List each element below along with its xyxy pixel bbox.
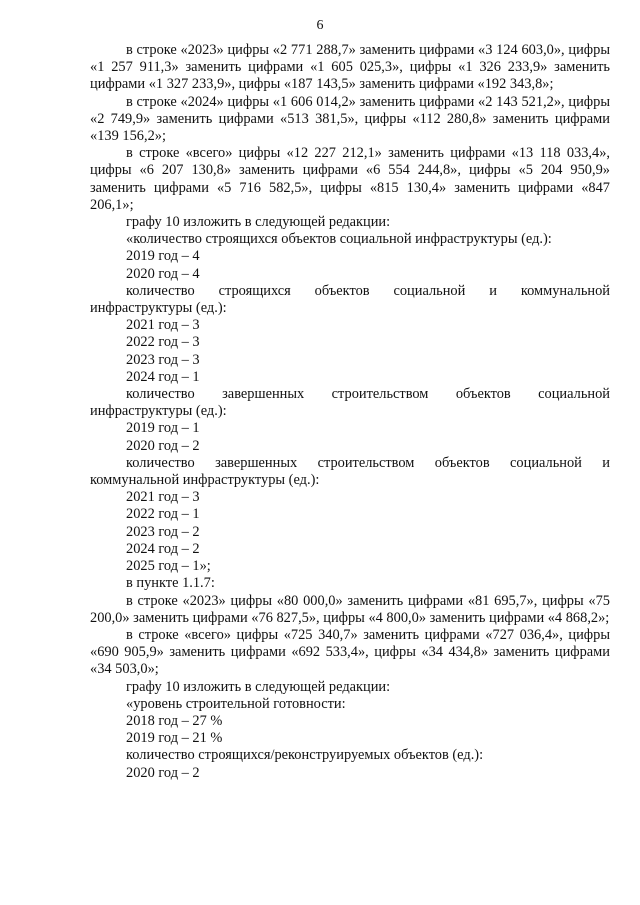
paragraph: в строке «2024» цифры «1 606 014,2» заменить цифрами «2 143 521,2», цифры «2 749,9» заменить цифрами «513 381,5», цифры «112 280,8» заменить цифрами «139 156,2»; [90, 93, 610, 145]
list-item: 2020 год – 2 [126, 437, 200, 454]
list-item: 2023 год – 2 [126, 523, 200, 540]
paragraph: в пункте 1.1.7: [126, 575, 215, 592]
list-item: 2024 год – 2 [126, 540, 200, 557]
paragraph: в строке «всего» цифры «12 227 212,1» заменить цифрами «13 118 033,4», цифры «6 207 130,8» заменить цифрами «6 554 244,8», цифры «5 204 950,9» заменить цифрами «5 716 582,5», цифры «815 130,4» заменить цифрами «847 206,1»; [90, 145, 610, 213]
document-body [90, 42, 610, 782]
list-item: 2023 год – 3 [126, 351, 200, 368]
list-item: 2019 год – 1 [126, 420, 200, 437]
paragraph: в строке «всего» цифры «725 340,7» заменить цифрами «727 036,4», цифры «690 905,9» заменить цифрами «692 533,4», цифры «34 434,8» заменить цифрами «34 503,0»; [90, 626, 610, 678]
list-item: 2022 год – 1 [126, 506, 200, 523]
list-item: 2025 год – 1»; [126, 558, 211, 575]
paragraph: в строке «2023» цифры «2 771 288,7» заменить цифрами «3 124 603,0», цифры «1 257 911,3» заменить цифрами «1 605 025,3», цифры «1 326 233,9» заменить цифрами «1 327 233,9», цифры «187 143,5» заменить цифрами «192 343,8»; [90, 42, 610, 93]
list-item: 2020 год – 4 [126, 265, 200, 282]
list-item: 2020 год – 2 [126, 764, 200, 781]
list-item: 2021 год – 3 [126, 317, 200, 334]
paragraph: количество строящихся объектов социальной и коммунальной инфраструктуры (ед.): [90, 282, 610, 317]
list-item: 2024 год – 1 [126, 368, 200, 385]
list-item: 2019 год – 4 [126, 248, 200, 265]
paragraph: количество строящихся/реконструируемых объектов (ед.): [126, 747, 484, 764]
paragraph: в строке «2023» цифры «80 000,0» заменить цифрами «81 695,7», цифры «75 200,0» заменить цифрами «76 827,5», цифры «4 800,0» заменить цифрами «4 868,2»; [90, 592, 610, 626]
page-number: 6 [316, 18, 324, 33]
paragraph: «уровень строительной готовности: [126, 695, 346, 712]
paragraph: «количество строящихся объектов социальной инфраструктуры (ед.): [126, 231, 552, 248]
paragraph: графу 10 изложить в следующей редакции: [126, 214, 391, 231]
paragraph: количество завершенных строительством объектов социальной инфраструктуры (ед.): [90, 386, 610, 420]
list-item: 2018 год – 27 % [126, 712, 223, 729]
list-item: 2019 год – 21 % [126, 730, 223, 747]
paragraph: количество завершенных строительством объектов социальной и коммунальной инфраструктуры (ед.): [90, 454, 610, 489]
paragraph: графу 10 изложить в следующей редакции: [126, 678, 391, 695]
list-item: 2021 год – 3 [126, 489, 200, 506]
list-item: 2022 год – 3 [126, 334, 200, 351]
